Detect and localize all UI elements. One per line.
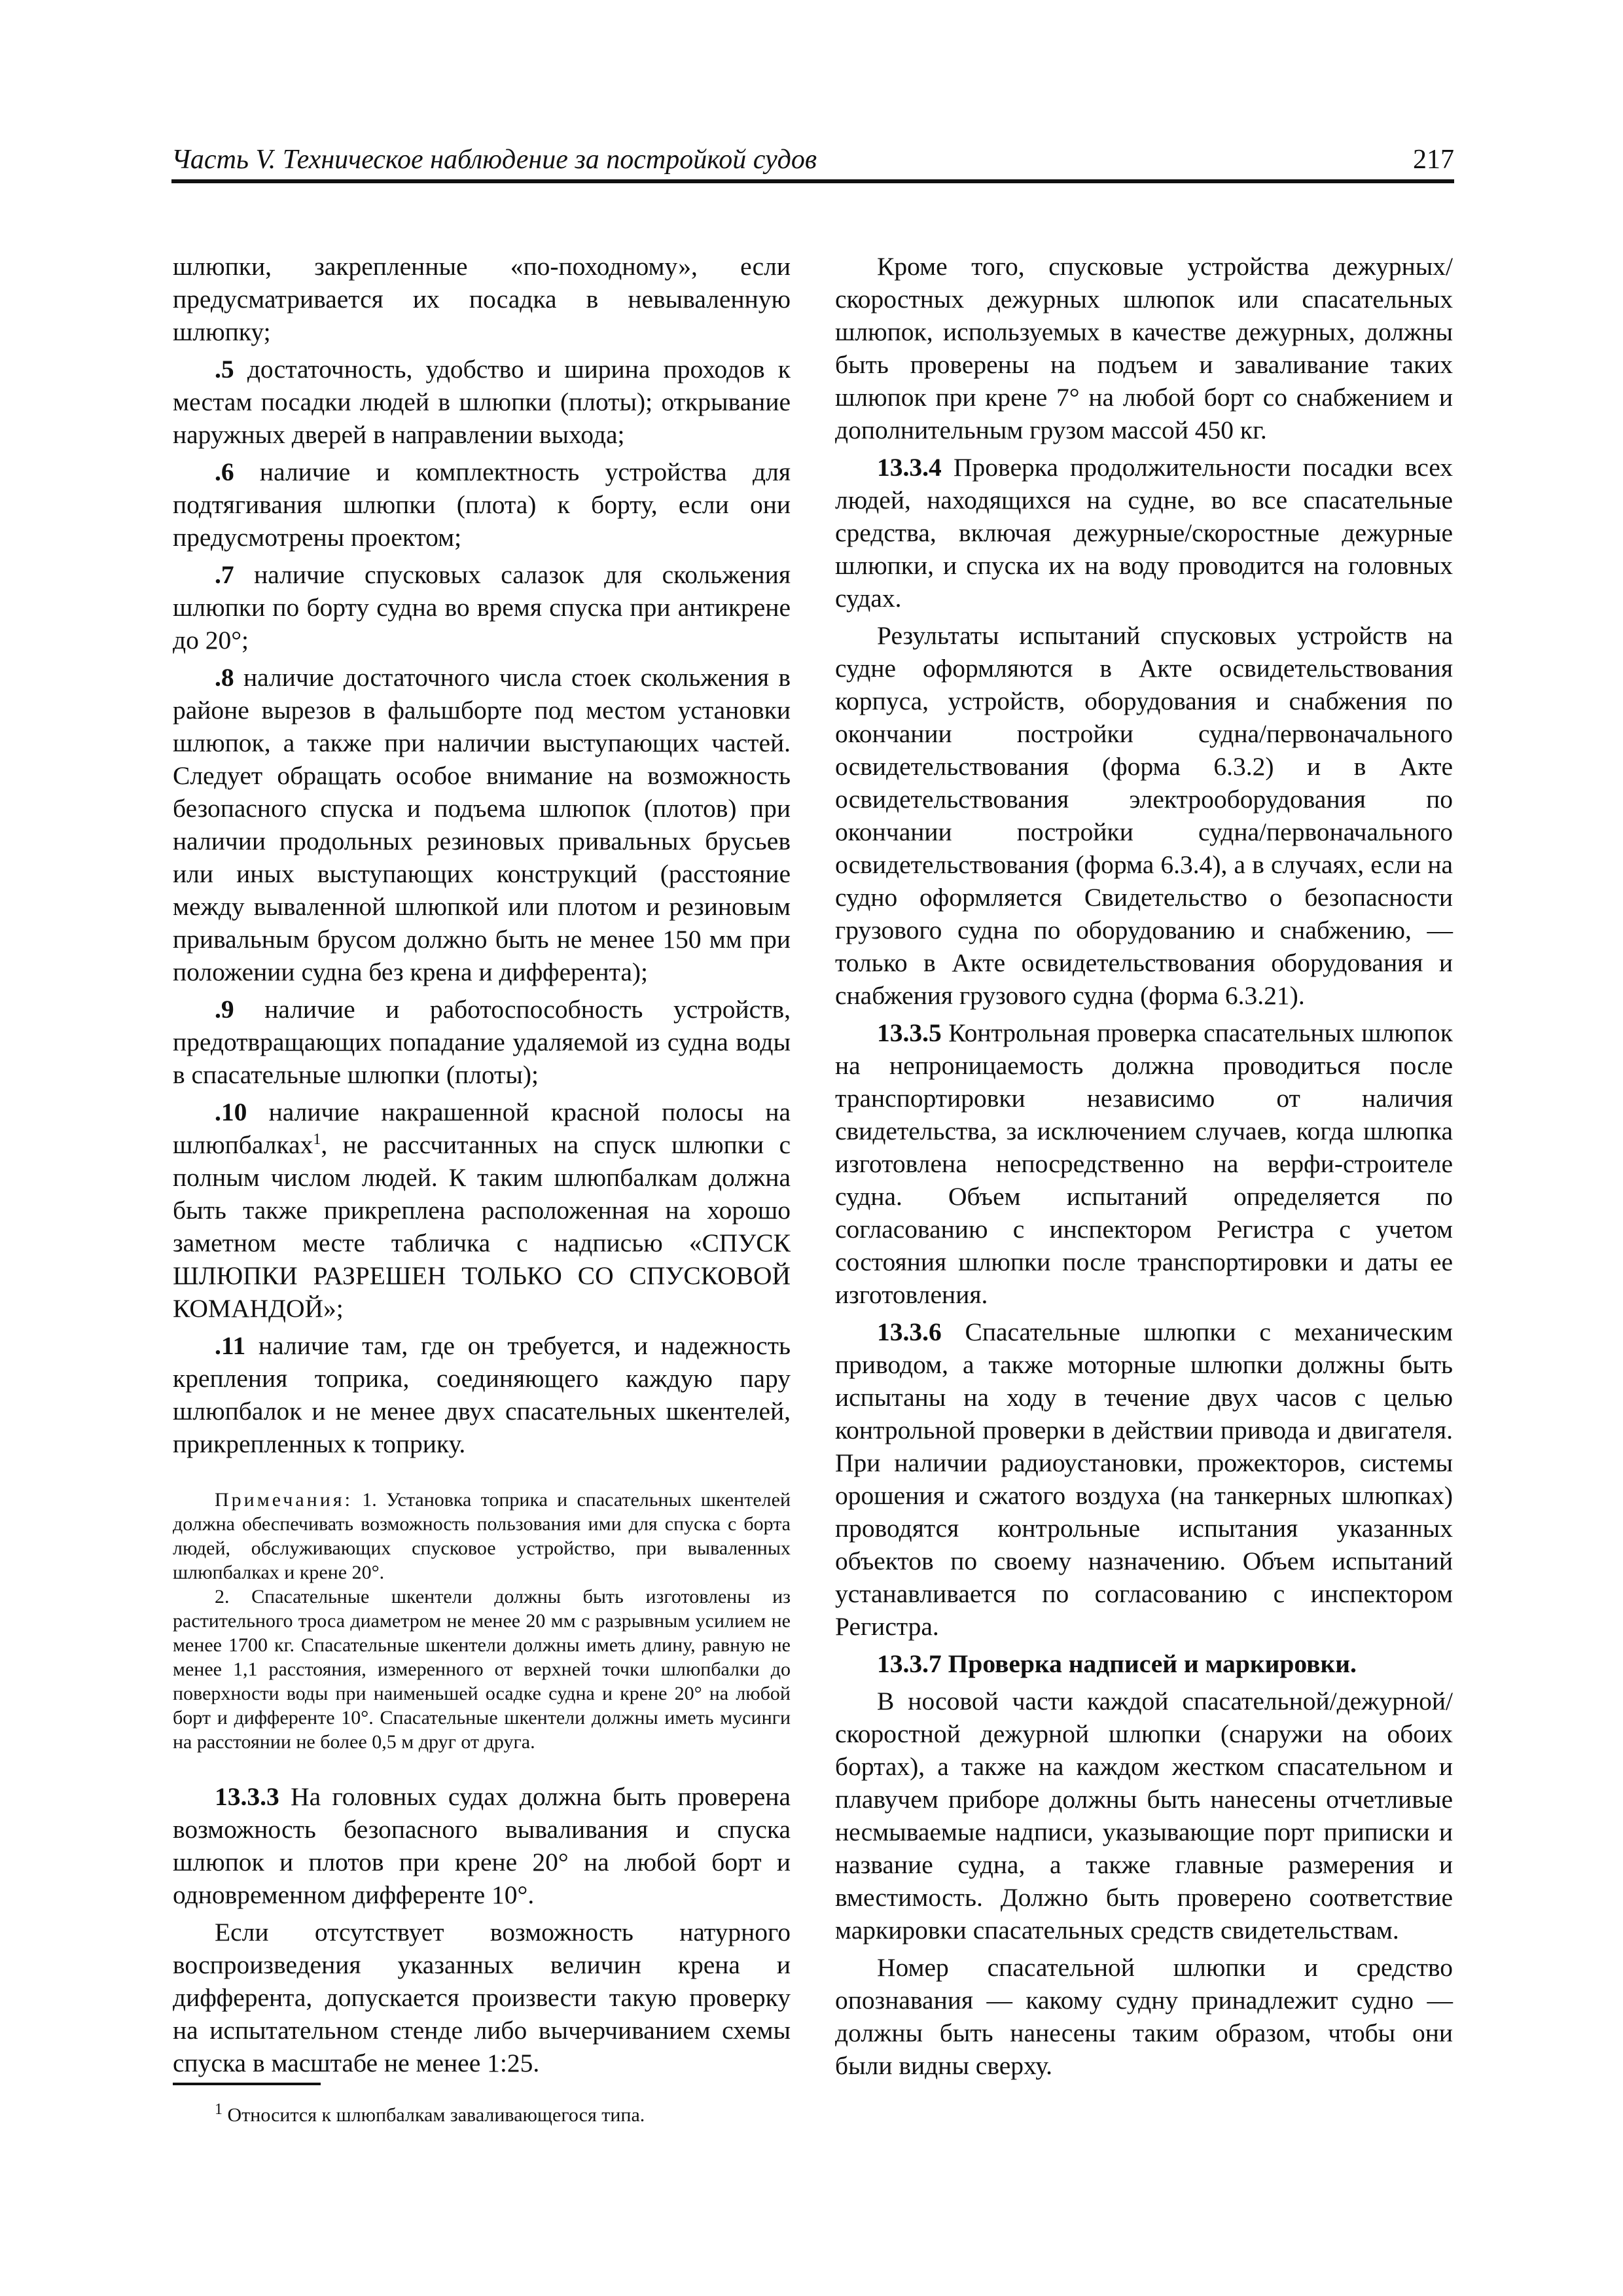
notes-block xyxy=(173,1488,791,1754)
footnote-separator xyxy=(173,2083,321,2085)
page-number: 217 xyxy=(1413,145,1454,175)
item-11: .11 наличие там, где он требуется, и надежность крепления топрика, соединяющего каждую пару шлюпбалок и не менее двух спасательных шкентелей, прикрепленных к топрику. xyxy=(173,1331,791,1458)
right-column xyxy=(835,250,1453,2087)
header-title: Часть V. Техническое наблюдение за постройкой судов xyxy=(171,145,817,175)
footnote-ref: 1 xyxy=(313,1130,321,1148)
item-5: .5 достаточность, удобство и ширина проходов к местам посадки людей в шлюпки (плоты); открывание наружных дверей в направлении выхода; xyxy=(173,355,791,449)
item-9: .9 наличие и работоспособность устройств, предотвращающих попадание удаляемой из судна воды в спасательные шлюпки (плоты); xyxy=(173,995,791,1089)
paragraph-rescue-boats: Кроме того, спусковые устройства дежурных/скоростных дежурных шлюпок или спасательных шлюпок, используемых в качестве дежурных, должны быть проверены на подъем и заваливание таких шлюпок при крене 7° на любой борт со снабжением и дополнительным грузом массой 450 кг. xyxy=(835,252,1453,444)
paragraph-continuation: шлюпки, закрепленные «по-походному», если предусматривается их посадка в невываленную шлюпку; xyxy=(173,252,791,346)
paragraph-stand-check: Если отсутствует возможность натурного воспроизведения указанных величин крена и дифферента, допускается произвести такую проверку на испытательном стенде либо вычерчиванием схемы спуска в масштабе не менее 1:25. xyxy=(173,1918,791,2077)
item-7: .7 наличие спусковых салазок для скольжения шлюпки по борту судна во время спуска при антикрене до 20°; xyxy=(173,560,791,655)
section-13-3-3: 13.3.3 На головных судах должна быть проверена возможность безопасного вываливания и спуска шлюпок и плотов при крене 20° на любой борт и одновременном дифференте 10°. xyxy=(173,1782,791,1909)
running-header xyxy=(171,140,1454,183)
section-13-3-6: 13.3.6 Спасательные шлюпки с механическим приводом, а также моторные шлюпки должны быть испытаны на ходу в течение двух часов с целью контрольной проверки в действии привода и двигателя. При наличии радиоустановки, прожекторов, системы орошения и сжатого воздуха (на танкерных шлюпках) проводятся контрольные испытания указанных объектов по своему назначению. Объем испытаний устанавливается по согласованию с инспектором Регистра. xyxy=(835,1318,1453,1641)
section-13-3-4: 13.3.4 Проверка продолжительности посадки всех людей, находящихся на судне, во все спасательные средства, включая дежурные/скоростные дежурные шлюпки, и спуска их на воду проводится на головных судах. xyxy=(835,453,1453,613)
note-2: 2. Спасательные шкентели должны быть изготовлены из растительного троса диаметром не менее 20 мм с разрывным усилием не менее 1700 кг. Спасательные шкентели должны иметь длину, равную не менее 1,1 расстояния, измеренного от верхней точки шлюпбалки до поверхности воды при наименьшей осадке судна и крене 20° на любой борт и дифференте 10°. Спасательные шкентели должны иметь мусинги на расстоянии не более 0,5 м друг от друга. xyxy=(173,1586,791,1753)
item-8: .8 наличие достаточного числа стоек скольжения в районе вырезов в фальшборте под местом установки шлюпок, а также при наличии выступающих частей. Следует обращать особое внимание на возможность безопасного спуска и подъема шлюпок (плотов) при наличии продольных резиновых привальных брусьев или иных выступающих конструкций (расстояние между вываленной шлюпкой или плотом и резиновым привальным брусом должно быть не менее 150 мм при положении судна без крена и дифферента); xyxy=(173,663,791,986)
footnote-mark: 1 xyxy=(215,2101,223,2118)
item-6: .6 наличие и комплектность устройства для подтягивания шлюпки (плота) к борту, если они предусмотрены проектом; xyxy=(173,457,791,552)
paragraph-marking: В носовой части каждой спасательной/дежурной/скоростной дежурной шлюпки (снаружи на обоих бортах), а также на каждом жестком спасательном и плавучем приборе должны быть нанесены отчетливые несмываемые надписи, указывающие порт приписки и название судна, а также главные размерения и вместимость. Должно быть проверено соответствие маркировки спасательных средств свидетельствам. xyxy=(835,1687,1453,1945)
footnote: $^1$ Относится к шлюпбалкам заваливающегося типа. xyxy=(215,2101,645,2126)
section-13-3-7-heading: 13.3.7 Проверка надписей и маркировки. xyxy=(877,1649,1357,1678)
section-13-3-5: 13.3.5 Контрольная проверка спасательных шлюпок на непроницаемость должна проводиться после транспортировки независимо от наличия свидетельства, за исключением случаев, когда шлюпка изготовлена непосредственно на верфи-строителе судна. Объем испытаний определяется по согласованию с инспектором Регистра с учетом состояния шлюпки после транспортировки и даты ее изготовления. xyxy=(835,1018,1453,1309)
notes-label: Примечания: xyxy=(215,1489,353,1511)
note-1: Примечания: 1. Установка топрика и спасательных шкентелей должна обеспечивать возможность пользования ими для спуска с борта людей, обслуживающих спусковое устройство, при вываленных шлюпбалках и крене 20°. xyxy=(173,1489,791,1583)
item-10: .10 наличие накрашенной красной полосы на шлюпбалках$^1$, не рассчитанных на спуск шлюпки с полным числом людей. К таким шлюпбалкам должна быть также прикреплена расположенная на хорошо заметном месте табличка с надписью «СПУСК ШЛЮПКИ РАЗРЕШЕН ТОЛЬКО СО СПУСКОВОЙ КОМАНДОЙ»; xyxy=(173,1098,791,1323)
left-column xyxy=(173,250,791,2084)
paragraph-results: Результаты испытаний спусковых устройств на судне оформляются в Акте освидетельствования корпуса, устройств, оборудования и снабжения по окончании постройки судна/первоначального освидетельствования (форма 6.3.2) и в Акте освидетельствования электрооборудования по окончании постройки судна/первоначального освидетельствования (форма 6.3.4), а в случаях, если на судно оформляется Свидетельство о безопасности грузового судна по оборудованию и снабжению, — только в Акте освидетельствования оборудования и снабжения грузового судна (форма 6.3.21). xyxy=(835,621,1453,1010)
paragraph-boat-number: Номер спасательной шлюпки и средство опознавания — какому судну принадлежит судно — должны быть нанесены таким образом, чтобы они были видны сверху. xyxy=(835,1953,1453,2080)
